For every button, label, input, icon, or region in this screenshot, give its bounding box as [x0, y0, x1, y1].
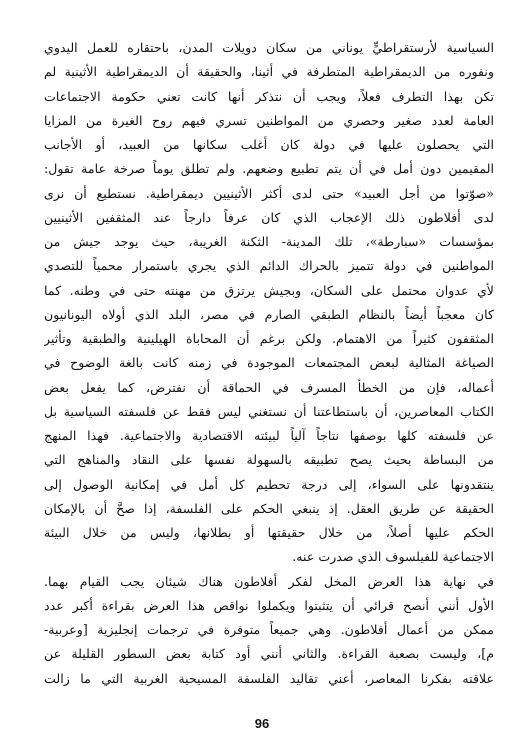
- text-line: ينتقدونها على السواء، إلى درجة تحطيم كل أمل في إمكانية الوصول إلى: [44, 476, 494, 492]
- text-line: عن فلسفته كلها بوصفها نتاجاً آلياً لبيئته الاقتصادية والاجتماعية. فهذا المنهج: [44, 428, 494, 443]
- text-line: الحكم عليها أصلاً، من خلال حقيقتها أو بطلانها، وليس من خلال البيئة: [44, 525, 494, 540]
- paragraph-1: [44, 36, 494, 570]
- text-line: الصياغة المثالية لبعض المجتمعات الموجودة في زمنه كانت بالغة الوضوح في: [44, 355, 494, 371]
- document-page: [44, 36, 494, 716]
- text-line: بمؤسسات «سبارطة»، تلك المدينة- الثكنة الغريبة، حيث يوجد جيش من: [44, 234, 494, 249]
- text-line: كان معجباً أيضاً بالنظام الطبقي الصارم في مصر، البلد الذي أولاه اليونانيون: [44, 306, 494, 322]
- text-line: تكن بهذا التطرف فعلاً، ويجب أن نتذكر أنها كانت تعني حكومة الاجتماعات: [44, 88, 494, 104]
- text-line: لأي عدوان محتمل على السكان، وبجيش يرتزق من مهنته حتى في وطنه. كما: [44, 282, 494, 298]
- text-line: السياسية لأرستقراطيٍّ يوناني من سكان دويلات المدن، باحتقاره للعمل اليدوي: [44, 40, 494, 55]
- text-line: المثقفون كثيراً من الاهتمام. ولكن برغم أن المحاباة الهيلينية والطبقية وتأثير: [44, 331, 494, 346]
- text-line: المقيمين دون أمل في أن يتم تطبيع وضعهم. ولم تطلق يوماً صرخة عامة تقول:: [44, 161, 494, 177]
- text-line: الحقيقة عن طريق العقل. إذ ينبغي الحكم على الفلسفة، إذا صحَّ أن بالإمكان: [44, 500, 494, 516]
- text-line: العامة لعدد صغير وحصري من المواطنين تسري فيهم روح الغيرة من المزايا: [44, 112, 494, 128]
- text-line: ونفوره من الديمقراطية المتطرفة في أثينا، والحقيقة أن الديمقراطية الأثينية لم: [44, 64, 494, 80]
- text-line: الاجتماعية للفيلسوف الذي صدرت عنه.: [292, 549, 494, 565]
- text-line: علاقته بفكرنا المعاصر، أعني تقاليد الفلسفة المسيحية الغربية التي ما زالت: [44, 670, 494, 686]
- text-line: التي يحصلون عليها في دولة كان أغلب سكانها من العبيد، أو الأجانب: [44, 137, 494, 152]
- text-line: أعماله، فإن من الخطأ المسرف في الحماقة أن نفترض، كما يفعل بعض: [44, 379, 494, 395]
- text-line: م]، وليست بصعبة القراءة. والثاني أنني أود كتابة بعض السطور القليلة عن: [44, 646, 494, 662]
- text-line: المواطنين في دولة تتميز بالحراك الدائم الذي يجري باستمرار محمياً للتصدي: [44, 258, 494, 274]
- text-line: لدى أفلاطون ذلك الإعجاب الذي كان عرفاً دارجاً عند المثقفين الأثينيين: [44, 209, 494, 225]
- page-number: 96: [254, 716, 270, 731]
- text-line: ممكن من أعمال أفلاطون. وهي جميعاً متوفرة في ترجمات إنجليزية [وعربية-: [44, 622, 494, 637]
- paragraph-2: [44, 570, 494, 691]
- text-line: الأول أنني أنصح قرائي أن يتثبتوا ويكملوا نواقص هذا العرض بقراءة أكبر عدد: [44, 597, 494, 613]
- text-line: من البساطة بحيث يصح تطبيقه بالسهولة نفسها على النقاد والمناهج التي: [44, 452, 494, 468]
- text-line: «صوّتوا من أجل العبيد» حتى لدى أكثر الأثينيين ديمقراطية. نستطيع أن نرى: [44, 185, 494, 201]
- text-line: في نهاية هذا العرض المخل لفكر أفلاطون هناك شيئان يجب القيام بهما.: [44, 573, 494, 589]
- text-line: الكتاب المعاصرين، أن باستطاعتنا أن نستغني ليس فقط عن فلسفته السياسية بل: [44, 403, 494, 419]
